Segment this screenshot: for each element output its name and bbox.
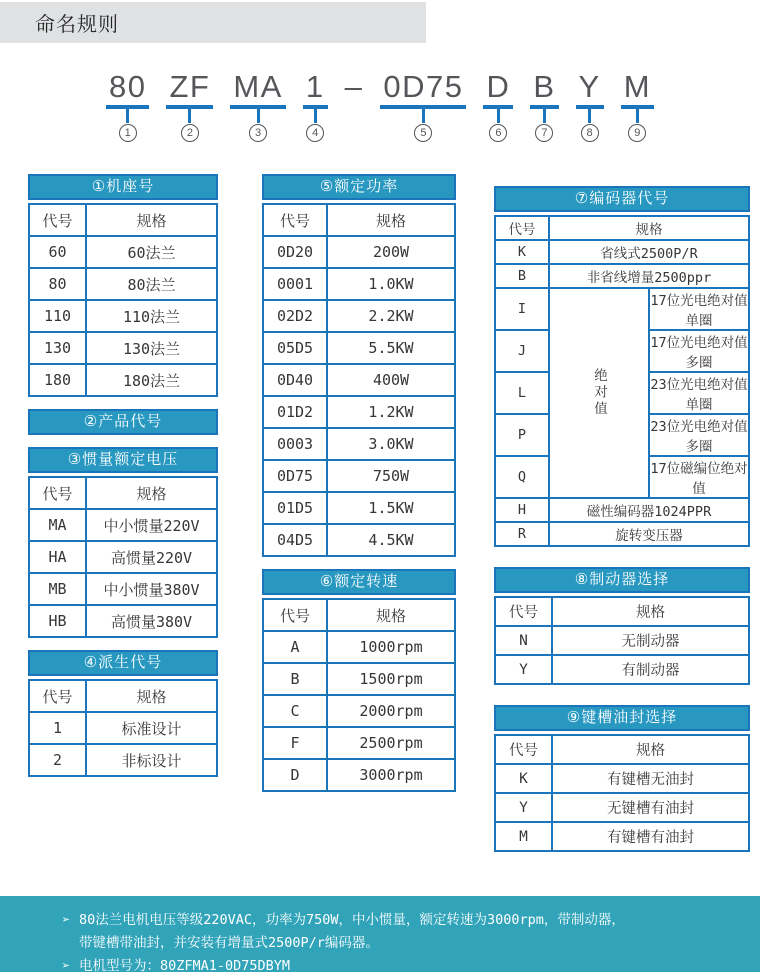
spec-cell: 标准设计 xyxy=(86,712,217,744)
column-header-code: 代号 xyxy=(495,735,552,764)
spec-cell: 750W xyxy=(327,460,455,492)
table-header-row xyxy=(263,204,455,236)
spec-cell: 1.5KW xyxy=(327,492,455,524)
table-row xyxy=(29,744,217,776)
column-left xyxy=(28,174,218,789)
spec-cell: 23位光电绝对值单圈 xyxy=(649,372,749,414)
spec-cell: 无制动器 xyxy=(552,626,749,655)
table-row xyxy=(263,364,455,396)
code-cell: K xyxy=(495,240,549,264)
spec-cell: 有制动器 xyxy=(552,655,749,684)
model-segment xyxy=(230,70,286,142)
code-cell: 04D5 xyxy=(263,524,327,556)
table-row xyxy=(263,524,455,556)
segment-circle-number: 3 xyxy=(249,124,267,142)
code-cell: 2 xyxy=(29,744,86,776)
section-inertia-voltage xyxy=(28,447,218,638)
model-segment-text: 80 xyxy=(108,69,147,104)
column-header-spec: 规格 xyxy=(552,735,749,764)
section-title: ⑧制动器选择 xyxy=(494,567,750,593)
section-title: ③惯量额定电压 xyxy=(28,447,218,473)
code-cell: HA xyxy=(29,541,86,573)
table-row xyxy=(263,631,455,663)
spec-cell: 110法兰 xyxy=(86,300,217,332)
table-row xyxy=(495,626,749,655)
segment-connector-line xyxy=(636,109,639,123)
table-header-row xyxy=(263,599,455,631)
segment-circle-number: 6 xyxy=(489,124,507,142)
table-row xyxy=(263,332,455,364)
code-cell: 01D5 xyxy=(263,492,327,524)
model-segment xyxy=(621,70,654,142)
model-segment xyxy=(303,70,328,142)
code-cell: C xyxy=(263,695,327,727)
segment-circle-number: 8 xyxy=(581,124,599,142)
code-cell: Q xyxy=(495,456,549,498)
section-title: ⑥额定转速 xyxy=(262,569,456,595)
table-row xyxy=(263,460,455,492)
table-row xyxy=(29,573,217,605)
spec-cell: 17位磁编位绝对值 xyxy=(649,456,749,498)
group-label-text: 绝对值 xyxy=(591,368,607,418)
code-cell: 80 xyxy=(29,268,86,300)
column-right xyxy=(494,186,750,872)
table-header-row xyxy=(29,680,217,712)
spec-cell: 23位光电绝对值多圈 xyxy=(649,414,749,456)
arrow-bullet-icon: ➢ xyxy=(62,912,71,928)
table-header-row xyxy=(29,477,217,509)
code-cell: 0D40 xyxy=(263,364,327,396)
segment-connector-line xyxy=(257,109,260,123)
section-product-code xyxy=(28,409,218,435)
code-cell: 05D5 xyxy=(263,332,327,364)
section-title: ①机座号 xyxy=(28,174,218,200)
segment-circle-number: 9 xyxy=(628,124,646,142)
footer-notes xyxy=(62,909,720,978)
code-cell: A xyxy=(263,631,327,663)
section-table xyxy=(262,598,456,792)
table-row xyxy=(29,364,217,396)
code-cell: H xyxy=(495,498,549,522)
segment-connector-line xyxy=(497,109,500,123)
spec-cell: 2500rpm xyxy=(327,727,455,759)
model-segment-text: M xyxy=(623,69,652,104)
spec-cell: 有键槽无油封 xyxy=(552,764,749,793)
segment-circle-number: 4 xyxy=(306,124,324,142)
table-row xyxy=(29,332,217,364)
footer-note: ➢ 80法兰电机电压等级220VAC，功率为750W，中小惯量，额定转速为3000rpm，带制动器， 带键槽带油封，并安装有增量式2500P/r编码器。 xyxy=(62,909,720,955)
section-rated-speed xyxy=(262,569,456,792)
section-title: ⑨键槽油封选择 xyxy=(494,705,750,731)
section-table xyxy=(494,596,750,685)
spec-cell: 2.2KW xyxy=(327,300,455,332)
code-cell: M xyxy=(495,822,552,851)
code-cell: 1 xyxy=(29,712,86,744)
section-brake-option xyxy=(494,567,750,685)
page-title-bar xyxy=(0,2,426,43)
spec-cell: 非标设计 xyxy=(86,744,217,776)
spec-cell: 180法兰 xyxy=(86,364,217,396)
footer-note: ➢ 电机型号为：80ZFMA1-0D75DBYM xyxy=(62,955,720,978)
code-cell: Y xyxy=(495,793,552,822)
segment-circle-number: 2 xyxy=(181,124,199,142)
spec-cell: 200W xyxy=(327,236,455,268)
code-cell: J xyxy=(495,330,549,372)
model-segment xyxy=(576,70,604,142)
column-header-code: 代号 xyxy=(495,597,552,626)
code-cell: N xyxy=(495,626,552,655)
arrow-bullet-icon: ➢ xyxy=(62,958,71,974)
section-title: ②产品代号 xyxy=(28,409,218,435)
section-table xyxy=(28,476,218,638)
section-table xyxy=(494,734,750,852)
tables-area xyxy=(0,174,760,872)
code-cell: MB xyxy=(29,573,86,605)
section-title: ⑦编码器代号 xyxy=(494,186,750,212)
model-segment-text: MA xyxy=(233,69,283,104)
spec-cell: 80法兰 xyxy=(86,268,217,300)
section-title: ⑤额定功率 xyxy=(262,174,456,200)
code-cell: MA xyxy=(29,509,86,541)
column-header-spec: 规格 xyxy=(327,204,455,236)
table-row xyxy=(29,509,217,541)
table-row xyxy=(263,695,455,727)
spec-cell: 无键槽有油封 xyxy=(552,793,749,822)
table-row xyxy=(263,268,455,300)
code-cell: B xyxy=(263,663,327,695)
model-segment-text: B xyxy=(533,69,556,104)
section-keyway-oilseal xyxy=(494,705,750,852)
column-header-code: 代号 xyxy=(495,216,549,240)
code-cell: I xyxy=(495,288,549,330)
spec-cell: 高惯量380V xyxy=(86,605,217,637)
code-cell: 01D2 xyxy=(263,396,327,428)
model-segment-text: D xyxy=(486,69,511,104)
table-row xyxy=(263,300,455,332)
model-number xyxy=(0,70,760,142)
code-cell: 130 xyxy=(29,332,86,364)
spec-cell: 1500rpm xyxy=(327,663,455,695)
code-cell: K xyxy=(495,764,552,793)
table-header-row xyxy=(495,216,749,240)
column-header-spec: 规格 xyxy=(552,597,749,626)
spec-cell: 2000rpm xyxy=(327,695,455,727)
column-header-spec: 规格 xyxy=(86,477,217,509)
spec-cell: 中小惯量380V xyxy=(86,573,217,605)
table-row xyxy=(263,759,455,791)
section-table xyxy=(262,203,456,557)
code-cell: 180 xyxy=(29,364,86,396)
segment-connector-line xyxy=(422,109,425,123)
table-row xyxy=(495,288,749,330)
table-row xyxy=(29,300,217,332)
model-segment-text: ZF xyxy=(169,69,211,104)
spec-cell: 130法兰 xyxy=(86,332,217,364)
spec-cell: 1.0KW xyxy=(327,268,455,300)
code-cell: F xyxy=(263,727,327,759)
code-cell: 110 xyxy=(29,300,86,332)
code-cell: P xyxy=(495,414,549,456)
spec-cell: 3000rpm xyxy=(327,759,455,791)
segment-circle-number: 5 xyxy=(414,124,432,142)
table-row xyxy=(263,492,455,524)
table-header-row xyxy=(29,204,217,236)
model-segment xyxy=(166,70,213,142)
spec-cell: 中小惯量220V xyxy=(86,509,217,541)
column-header-code: 代号 xyxy=(263,204,327,236)
segment-circle-number: 1 xyxy=(119,124,137,142)
column-header-code: 代号 xyxy=(29,477,86,509)
spec-cell: 非省线增量2500ppr xyxy=(549,264,749,288)
model-segment xyxy=(483,70,513,142)
table-row xyxy=(29,605,217,637)
table-row xyxy=(495,240,749,264)
model-segment-text: – xyxy=(344,69,364,104)
spec-cell: 60法兰 xyxy=(86,236,217,268)
segment-circle-number: 7 xyxy=(535,124,553,142)
table-row xyxy=(495,655,749,684)
segment-connector-line xyxy=(314,109,317,123)
table-row xyxy=(263,663,455,695)
spec-cell: 高惯量220V xyxy=(86,541,217,573)
segment-connector-line xyxy=(588,109,591,123)
column-header-code: 代号 xyxy=(29,680,86,712)
model-segment xyxy=(530,70,558,142)
section-title: ④派生代号 xyxy=(28,650,218,676)
spec-cell: 有键槽有油封 xyxy=(552,822,749,851)
code-cell: 0D75 xyxy=(263,460,327,492)
segment-connector-line xyxy=(126,109,129,123)
column-header-spec: 规格 xyxy=(327,599,455,631)
spec-cell: 3.0KW xyxy=(327,428,455,460)
spec-cell: 17位光电绝对值多圈 xyxy=(649,330,749,372)
table-row xyxy=(29,268,217,300)
column-header-code: 代号 xyxy=(29,204,86,236)
code-cell: L xyxy=(495,372,549,414)
model-segment-text: 1 xyxy=(305,69,325,104)
table-row xyxy=(29,712,217,744)
code-cell: 0003 xyxy=(263,428,327,460)
spec-cell: 1000rpm xyxy=(327,631,455,663)
spec-cell: 400W xyxy=(327,364,455,396)
column-middle xyxy=(262,174,456,804)
spec-cell: 5.5KW xyxy=(327,332,455,364)
column-header-spec: 规格 xyxy=(549,216,749,240)
model-segment-text: 0D75 xyxy=(383,69,464,104)
spec-cell: 省线式2500P/R xyxy=(549,240,749,264)
spec-cell: 磁性编码器1024PPR xyxy=(549,498,749,522)
table-row xyxy=(263,727,455,759)
spec-cell: 旋转变压器 xyxy=(549,522,749,546)
section-encoder-code xyxy=(494,186,750,547)
code-cell: 0001 xyxy=(263,268,327,300)
section-rated-power xyxy=(262,174,456,557)
table-row xyxy=(29,236,217,268)
table-row xyxy=(263,428,455,460)
table-row xyxy=(263,396,455,428)
model-segment xyxy=(380,70,466,142)
footer-note-band xyxy=(0,896,760,972)
table-header-row xyxy=(495,597,749,626)
table-row xyxy=(495,822,749,851)
model-segment-text: Y xyxy=(578,69,601,104)
table-row xyxy=(495,264,749,288)
code-cell: 02D2 xyxy=(263,300,327,332)
section-table xyxy=(28,679,218,777)
column-header-spec: 规格 xyxy=(86,680,217,712)
spec-cell: 17位光电绝对值单圈 xyxy=(649,288,749,330)
section-table xyxy=(28,203,218,397)
table-row xyxy=(495,793,749,822)
code-cell: Y xyxy=(495,655,552,684)
section-derived-code xyxy=(28,650,218,777)
spec-cell: 1.2KW xyxy=(327,396,455,428)
column-header-spec: 规格 xyxy=(86,204,217,236)
table-row xyxy=(495,498,749,522)
segment-connector-line xyxy=(188,109,191,123)
group-label-cell xyxy=(549,288,649,498)
code-cell: 0D20 xyxy=(263,236,327,268)
code-cell: R xyxy=(495,522,549,546)
table-header-row xyxy=(495,735,749,764)
model-separator xyxy=(345,70,364,104)
segment-connector-line xyxy=(543,109,546,123)
column-header-code: 代号 xyxy=(263,599,327,631)
section-frame-size xyxy=(28,174,218,397)
model-segment xyxy=(106,70,149,142)
section-table xyxy=(494,215,750,547)
code-cell: HB xyxy=(29,605,86,637)
table-row xyxy=(495,764,749,793)
spec-cell: 4.5KW xyxy=(327,524,455,556)
table-row xyxy=(495,522,749,546)
code-cell: D xyxy=(263,759,327,791)
code-cell: 60 xyxy=(29,236,86,268)
page-title: 命名规则 xyxy=(35,14,119,36)
table-row xyxy=(263,236,455,268)
table-row xyxy=(29,541,217,573)
code-cell: B xyxy=(495,264,549,288)
